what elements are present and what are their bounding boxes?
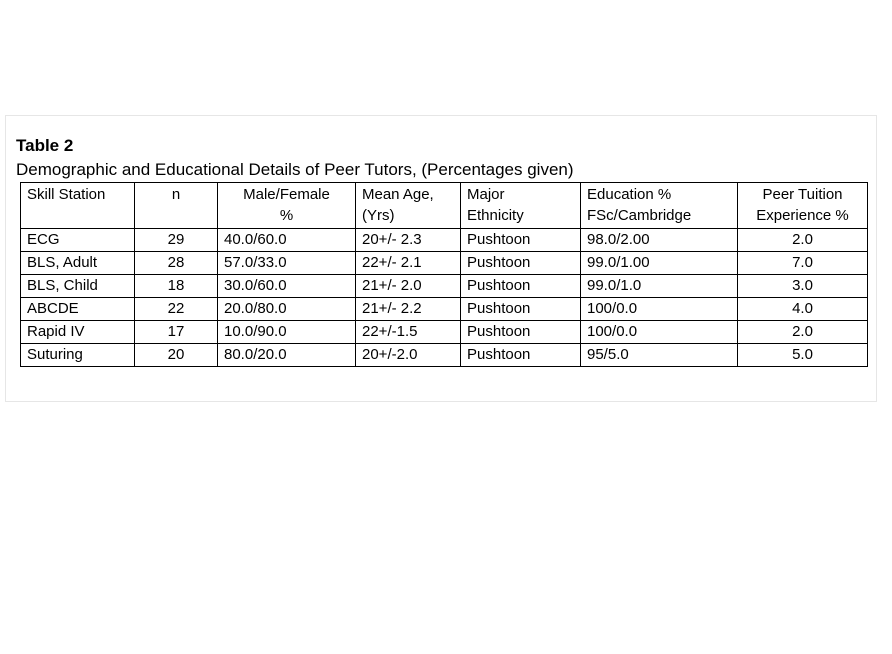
cell-peer-tuition: 2.0 [738,321,868,344]
cell-ethnicity: Pushtoon [461,321,581,344]
cell-peer-tuition: 5.0 [738,344,868,367]
cell-male-female: 10.0/90.0 [218,321,356,344]
cell-ethnicity: Pushtoon [461,344,581,367]
cell-n: 18 [135,275,218,298]
cell-mean-age: 22+/- 2.1 [356,252,461,275]
cell-peer-tuition: 4.0 [738,298,868,321]
cell-skill-station: Suturing [21,344,135,367]
header-skill-station: Skill Station [21,183,135,229]
table-row [21,275,868,298]
table-row [21,321,868,344]
cell-skill-station: ECG [21,229,135,252]
header-male-female: Male/Female % [218,183,356,229]
cell-mean-age: 21+/- 2.0 [356,275,461,298]
cell-skill-station: Rapid IV [21,321,135,344]
cell-education: 100/0.0 [581,321,738,344]
cell-education: 98.0/2.00 [581,229,738,252]
cell-ethnicity: Pushtoon [461,229,581,252]
cell-ethnicity: Pushtoon [461,252,581,275]
cell-male-female: 57.0/33.0 [218,252,356,275]
table-row [21,344,868,367]
cell-ethnicity: Pushtoon [461,298,581,321]
cell-education: 100/0.0 [581,298,738,321]
cell-education: 95/5.0 [581,344,738,367]
cell-male-female: 80.0/20.0 [218,344,356,367]
header-n: n [135,183,218,229]
cell-skill-station: BLS, Adult [21,252,135,275]
cell-n: 28 [135,252,218,275]
header-education: Education % FSc/Cambridge [581,183,738,229]
cell-mean-age: 21+/- 2.2 [356,298,461,321]
cell-skill-station: BLS, Child [21,275,135,298]
header-peer-tuition: Peer Tuition Experience % [738,183,868,229]
cell-male-female: 20.0/80.0 [218,298,356,321]
table-label: Table 2 [16,136,74,155]
cell-n: 20 [135,344,218,367]
cell-mean-age: 20+/- 2.3 [356,229,461,252]
cell-skill-station: ABCDE [21,298,135,321]
cell-education: 99.0/1.00 [581,252,738,275]
cell-education: 99.0/1.0 [581,275,738,298]
cell-male-female: 30.0/60.0 [218,275,356,298]
cell-n: 22 [135,298,218,321]
cell-peer-tuition: 3.0 [738,275,868,298]
cell-peer-tuition: 2.0 [738,229,868,252]
header-major-ethnicity: Major Ethnicity [461,183,581,229]
cell-mean-age: 20+/-2.0 [356,344,461,367]
cell-ethnicity: Pushtoon [461,275,581,298]
cell-n: 29 [135,229,218,252]
table-row [21,229,868,252]
header-mean-age: Mean Age, (Yrs) [356,183,461,229]
cell-male-female: 40.0/60.0 [218,229,356,252]
peer-tutors-table [20,182,868,367]
table-caption: Demographic and Educational Details of Peer Tutors, (Percentages given) [16,160,574,179]
header-row [21,183,868,229]
cell-peer-tuition: 7.0 [738,252,868,275]
cell-mean-age: 22+/-1.5 [356,321,461,344]
cell-n: 17 [135,321,218,344]
table-row [21,298,868,321]
table-row [21,252,868,275]
